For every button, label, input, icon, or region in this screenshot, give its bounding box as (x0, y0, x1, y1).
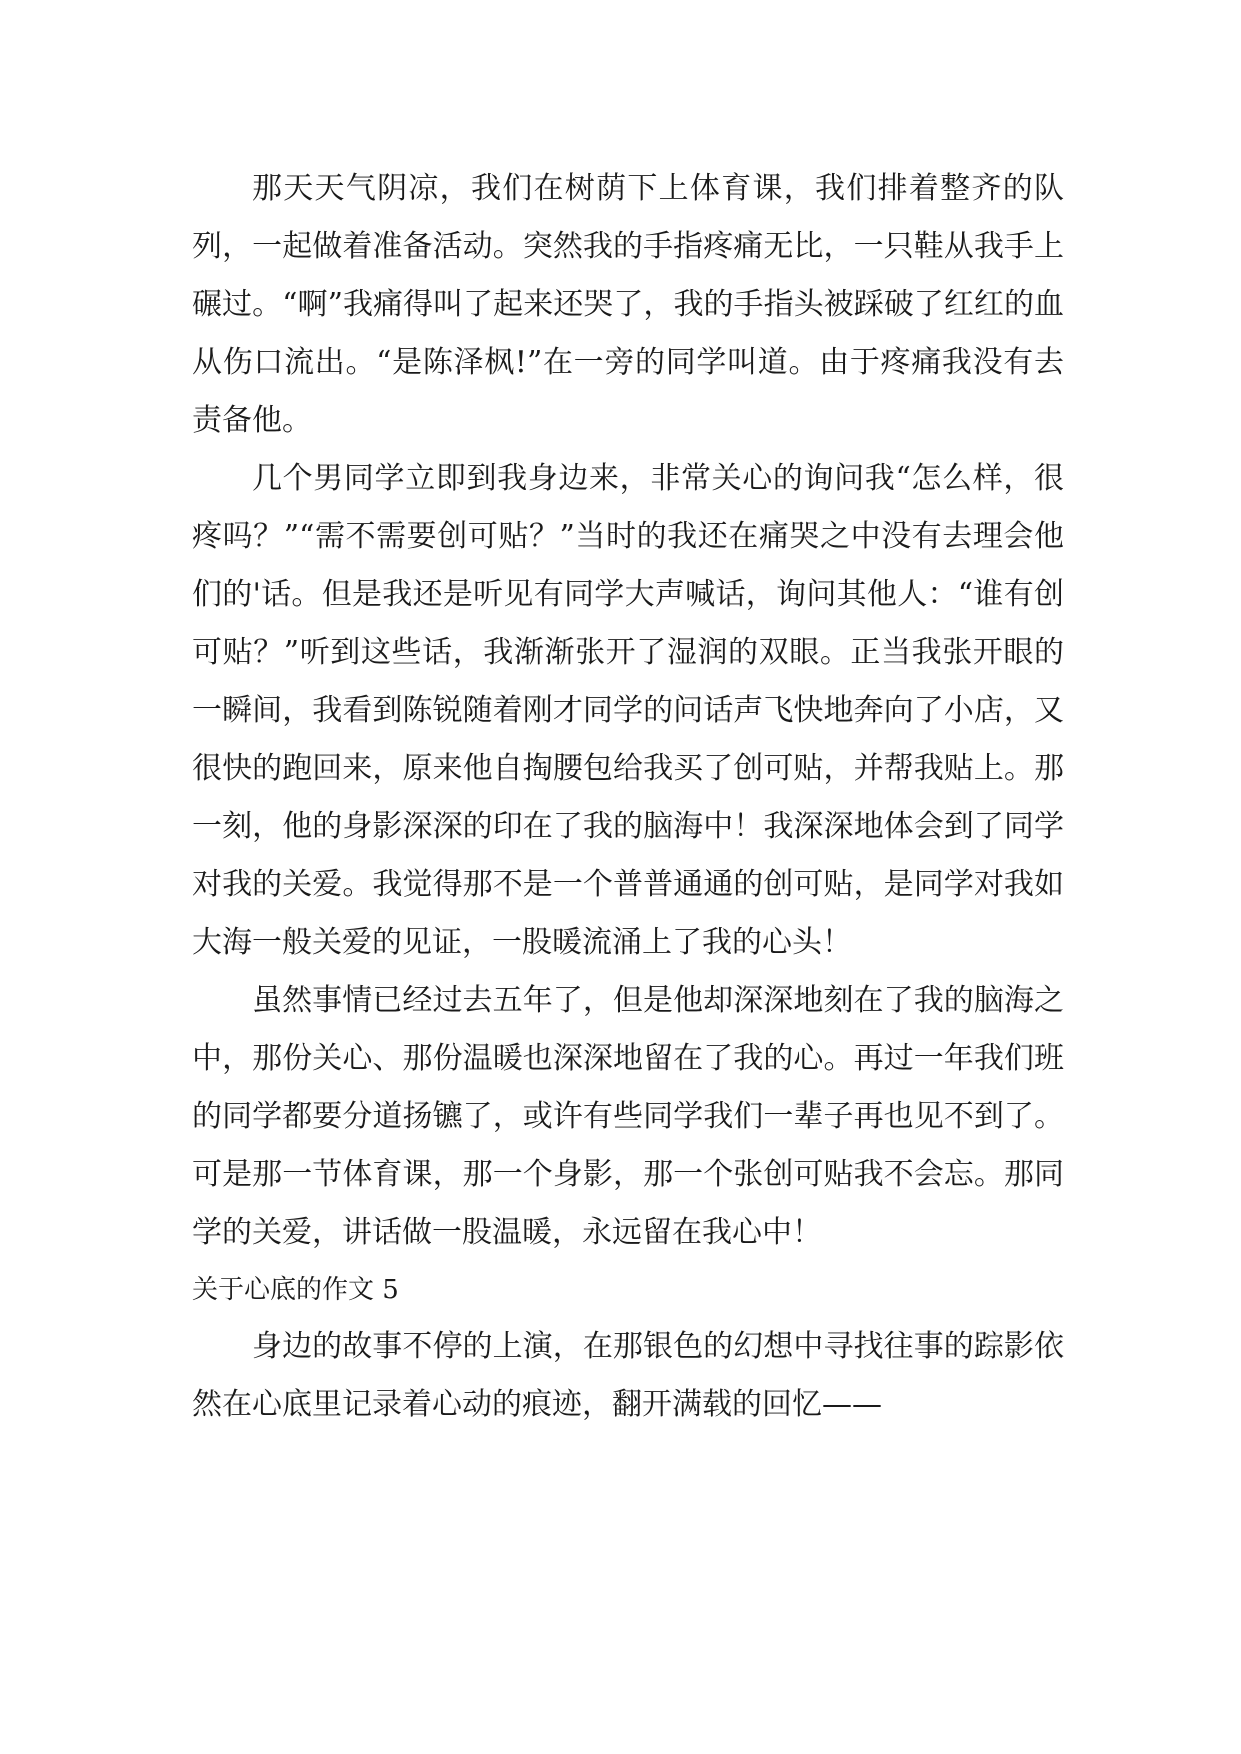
paragraph: 虽然事情已经过去五年了，但是他却深深地刻在了我的脑海之中，那份关心、那份温暖也深深地留在了我的心。再过一年我们班的同学都要分道扬镳了，或许有些同学我们一辈子再也见不到了。可是那一节体育课，那一个身影，那一个张创可贴我不会忘。那同学的关爱，讲话做一股温暖，永远留在我心中！ (192, 983, 1064, 1250)
section-title: 关于心底的作文 5 (192, 1275, 399, 1305)
paragraph: 几个男同学立即到我身边来，非常关心的询问我“怎么样，很疼吗？”“需不需要创可贴？”当时的我还在痛哭之中没有去理会他们的'话。但是我还是听见有同学大声喊话，询问其他人：“谁有创可贴？”听到这些话，我渐渐张开了湿润的双眼。正当我张开眼的一瞬间，我看到陈锐随着刚才同学的问话声飞快地奔向了小店，又很快的跑回来，原来他自掏腰包给我买了创可贴，并帮我贴上。那一刻，他的身影深深的印在了我的脑海中！我深深地体会到了同学对我的关爱。我觉得那不是一个普普通通的创可贴，是同学对我如大海一般关爱的见证，一股暖流涌上了我的心头！ (192, 461, 1064, 960)
document-body (192, 160, 1064, 1434)
paragraph: 那天天气阴凉，我们在树荫下上体育课，我们排着整齐的队列，一起做着准备活动。突然我的手指疼痛无比，一只鞋从我手上碾过。“啊”我痛得叫了起来还哭了，我的手指头被踩破了红红的血从伤口流出。“是陈泽枫!”在一旁的同学叫道。由于疼痛我没有去责备他。 (192, 171, 1064, 438)
paragraph: 身边的故事不停的上演，在那银色的幻想中寻找往事的踪影依然在心底里记录着心动的痕迹，翻开满载的回忆—— (192, 1329, 1064, 1422)
